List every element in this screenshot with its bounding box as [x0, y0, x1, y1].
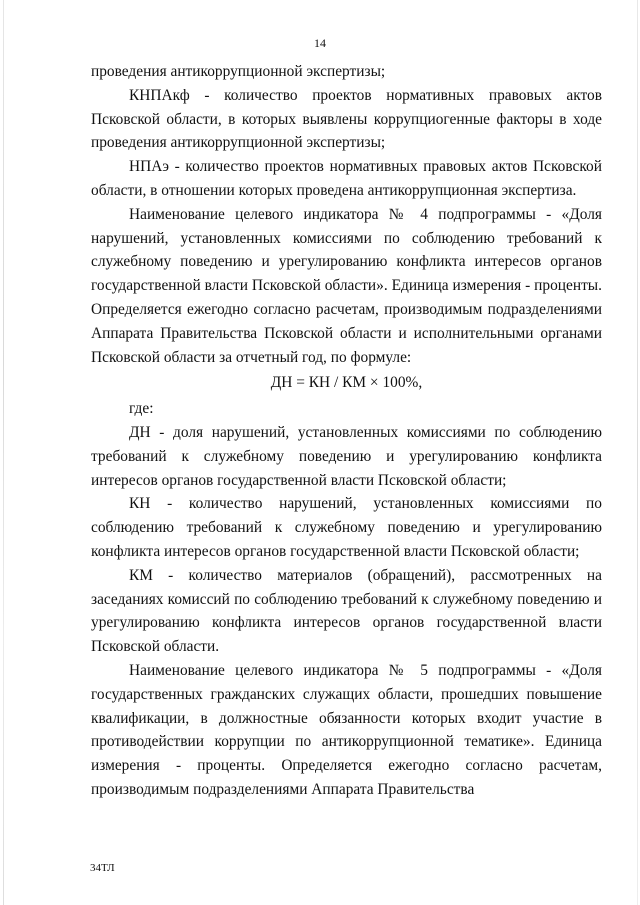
footer-code: 34ТЛ: [90, 862, 115, 874]
formula: ДН = КН / КМ × 100%,: [270, 374, 423, 392]
paragraph-dn-definition: ДН - доля нарушений, установленных комиссиями по соблюдению требований к служебному поведению и урегулированию конфликта интересов органов государственной власти Псковской области;: [91, 423, 602, 489]
scan-edge-left: [3, 0, 4, 905]
scan-edge-right: [637, 0, 638, 905]
paragraph-indicator-4: Наименование целевого индикатора № 4 подпрограммы - «Доля нарушений, установленных комиссиями по соблюдению требований к служебному поведению и урегулированию конфликта интересов органов государственной власти Псковской области». Единица измерения - проценты. Определяется ежегодно согласно расчетам, производимым подразделениями Аппарата Правительства Псковской области и исполнительными органами Псковской области за отчетный год, по формуле:: [91, 205, 602, 366]
paragraph-kn-definition: КН - количество нарушений, установленных комиссиями по соблюдению требований к служебному поведению и урегулированию конфликта интересов органов государственной власти Псковской области;: [91, 495, 602, 560]
paragraph-knpakf-definition: КНПАкф - количество проектов нормативных правовых актов Псковской области, в которых выявлены коррупциогенные факторы в ходе проведения антикоррупционной экспертизы;: [91, 86, 602, 152]
paragraph-where: где:: [129, 400, 154, 418]
paragraph-npae-definition: НПАэ - количество проектов нормативных правовых актов Псковской области, в отношении которых проведена антикоррупционная экспертиза.: [91, 158, 602, 199]
page-number: 14: [314, 36, 326, 50]
paragraph-continuation: проведения антикоррупционной экспертизы;: [91, 63, 386, 80]
paragraph-indicator-5: Наименование целевого индикатора № 5 подпрограммы - «Доля государственных гражданских служащих области, прошедших повышение квалификации, в должностные обязанности которых входит участие в противодействии коррупции по антикоррупционной тематике». Единица измерения - проценты. Определяется ежегодно согласно расчетам, производимым подразделениями Аппарата Правительства: [91, 661, 602, 798]
paragraph-km-definition: КМ - количество материалов (обращений), рассмотренных на заседаниях комиссий по соблюдению требований к служебному поведению и урегулированию конфликта интересов органов государственной власти Псковской области.: [91, 566, 602, 656]
document-body: [91, 60, 602, 802]
